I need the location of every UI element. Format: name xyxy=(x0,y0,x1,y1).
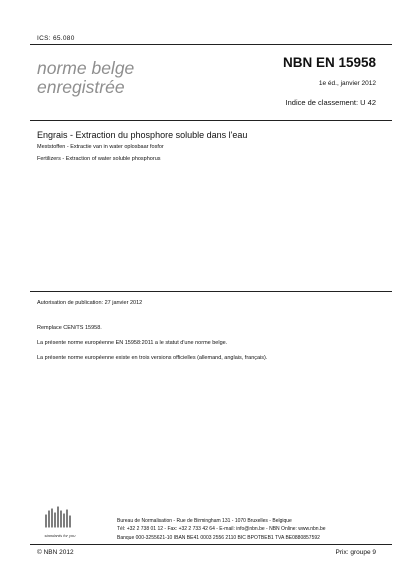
edition-date: 1e éd., janvier 2012 xyxy=(318,80,376,87)
title-rule xyxy=(30,120,392,121)
copyright: © NBN 2012 xyxy=(37,549,74,556)
publication-authorization: Autorisation de publication: 27 janvier 2012 xyxy=(37,300,143,306)
logo-caption: standards for you xyxy=(44,533,76,538)
title-french: Engrais - Extraction du phosphore soluble dans l'eau xyxy=(37,130,248,140)
versions-note: La présente norme européenne existe en trois versions officielles (allemand, anglais, français). xyxy=(37,355,268,361)
address-line-2: Tél: +32 2 738 01 12 - Fax: +32 2 733 42 64 - E-mail: info@nbn.be - NBN Online: www.nbn.be xyxy=(117,526,326,532)
standard-number: NBN EN 15958 xyxy=(282,55,376,70)
brand-line-2: enregistrée xyxy=(37,77,125,97)
address-line-3: Banque 000-3255621-10 IBAN BE41 0003 2556 2110 BIC BPOTBEB1 TVA BE0880857592 xyxy=(117,535,320,541)
body-rule xyxy=(30,291,392,292)
ics-code: ICS: 65.080 xyxy=(37,35,75,42)
address-line-1: Bureau de Normalisation - Rue de Birmingham 131 - 1070 Bruxelles - Belgique xyxy=(117,518,292,524)
price-group: Prix: groupe 9 xyxy=(335,549,376,556)
nbn-logo xyxy=(42,505,76,529)
status-note: La présente norme européenne EN 15958:2011 a le statut d'une norme belge. xyxy=(37,340,228,346)
footer-rule xyxy=(30,544,392,545)
title-english: Fertilizers - Extraction of water soluble phosphorus xyxy=(37,156,161,162)
top-rule xyxy=(30,44,392,45)
replaces-note: Remplace CEN/TS 15958. xyxy=(37,325,102,331)
brand-line-1: norme belge xyxy=(37,58,135,78)
classification-index: Indice de classement: U 42 xyxy=(285,98,376,107)
title-dutch: Meststoffen - Extractie van in water oplosbaar fosfor xyxy=(37,144,164,150)
